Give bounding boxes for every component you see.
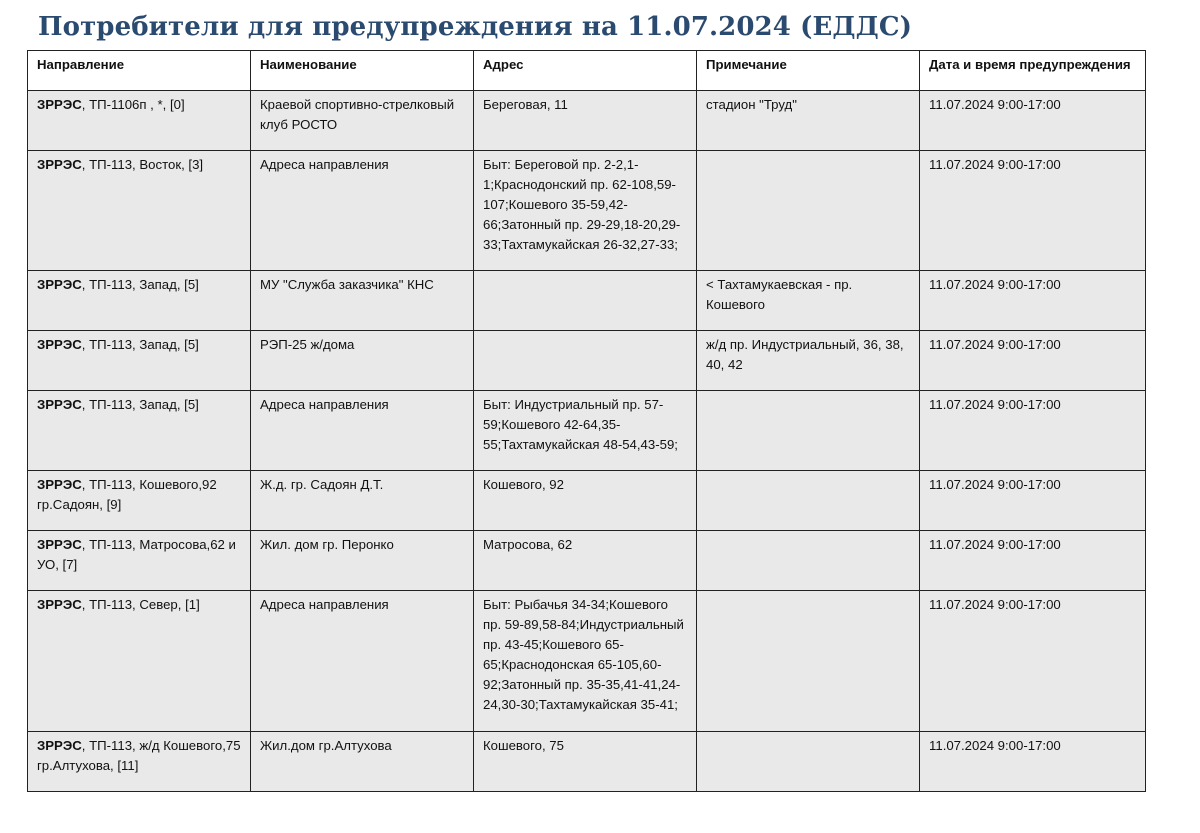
direction-text: , ТП-113, Восток, [3] bbox=[81, 157, 204, 172]
region-code: ЗРРЭС bbox=[37, 397, 82, 412]
cell-datetime: 11.07.2024 9:00-17:00 bbox=[920, 591, 1146, 732]
cell-direction bbox=[28, 591, 251, 732]
cell-datetime: 11.07.2024 9:00-17:00 bbox=[920, 391, 1146, 471]
direction-text: , ТП-113, Кошевого,92 гр.Садоян, [9] bbox=[37, 477, 217, 512]
table-row bbox=[28, 151, 1146, 271]
cell-address: Быт: Береговой пр. 2-2,1-1;Краснодонский пр. 62-108,59-107;Кошевого 35-59,42-66;Затонный пр. 29-29,18-20,29-33;Тахтамукайская 26-32,27-33; bbox=[474, 151, 697, 271]
cell-datetime: 11.07.2024 9:00-17:00 bbox=[920, 331, 1146, 391]
table-row bbox=[28, 271, 1146, 331]
cell-datetime: 11.07.2024 9:00-17:00 bbox=[920, 151, 1146, 271]
header-name: Наименование bbox=[251, 51, 474, 91]
direction-text: , ТП-113, Запад, [5] bbox=[81, 337, 199, 352]
cell-address: Кошевого, 75 bbox=[474, 732, 697, 792]
cell-direction bbox=[28, 271, 251, 331]
region-code: ЗРРЭС bbox=[37, 277, 82, 292]
page-title: Потребители для предупреждения на 11.07.2024 (ЕДДС) bbox=[38, 12, 913, 42]
cell-note: ж/д пр. Индустриальный, 36, 38, 40, 42 bbox=[697, 331, 920, 391]
table-row bbox=[28, 732, 1146, 792]
cell-datetime: 11.07.2024 9:00-17:00 bbox=[920, 732, 1146, 792]
direction-text: , ТП-1106п , *, [0] bbox=[81, 97, 185, 112]
region-code: ЗРРЭС bbox=[37, 157, 82, 172]
cell-name: Жил. дом гр. Перонко bbox=[251, 531, 474, 591]
cell-note bbox=[697, 732, 920, 792]
region-code: ЗРРЭС bbox=[37, 97, 82, 112]
cell-address bbox=[474, 271, 697, 331]
header-datetime: Дата и время предупреждения bbox=[920, 51, 1146, 91]
table-row bbox=[28, 91, 1146, 151]
cell-name: РЭП-25 ж/дома bbox=[251, 331, 474, 391]
cell-name: Краевой спортивно-стрелковый клуб РОСТО bbox=[251, 91, 474, 151]
region-code: ЗРРЭС bbox=[37, 597, 82, 612]
table-row bbox=[28, 391, 1146, 471]
direction-text: , ТП-113, ж/д Кошевого,75 гр.Алтухова, [11] bbox=[37, 738, 241, 773]
cell-note bbox=[697, 531, 920, 591]
cell-direction bbox=[28, 732, 251, 792]
cell-note: стадион "Труд" bbox=[697, 91, 920, 151]
cell-address: Быт: Индустриальный пр. 57-59;Кошевого 42-64,35-55;Тахтамукайская 48-54,43-59; bbox=[474, 391, 697, 471]
table-header bbox=[28, 51, 1146, 91]
table-body bbox=[28, 91, 1146, 792]
cell-name: МУ "Служба заказчика" КНС bbox=[251, 271, 474, 331]
cell-direction bbox=[28, 331, 251, 391]
cell-datetime: 11.07.2024 9:00-17:00 bbox=[920, 91, 1146, 151]
cell-datetime: 11.07.2024 9:00-17:00 bbox=[920, 271, 1146, 331]
direction-text: , ТП-113, Запад, [5] bbox=[81, 277, 199, 292]
header-direction: Направление bbox=[28, 51, 251, 91]
cell-name: Адреса направления bbox=[251, 151, 474, 271]
direction-text: , ТП-113, Запад, [5] bbox=[81, 397, 199, 412]
cell-note bbox=[697, 151, 920, 271]
cell-datetime: 11.07.2024 9:00-17:00 bbox=[920, 531, 1146, 591]
cell-address bbox=[474, 331, 697, 391]
header-row bbox=[28, 51, 1146, 91]
table-row bbox=[28, 591, 1146, 732]
consumers-table bbox=[27, 50, 1146, 792]
cell-address: Матросова, 62 bbox=[474, 531, 697, 591]
region-code: ЗРРЭС bbox=[37, 337, 82, 352]
region-code: ЗРРЭС bbox=[37, 738, 82, 753]
table-row bbox=[28, 471, 1146, 531]
cell-datetime: 11.07.2024 9:00-17:00 bbox=[920, 471, 1146, 531]
cell-name: Адреса направления bbox=[251, 591, 474, 732]
cell-note: < Тахтамукаевская - пр. Кошевого bbox=[697, 271, 920, 331]
cell-direction bbox=[28, 391, 251, 471]
cell-address: Береговая, 11 bbox=[474, 91, 697, 151]
region-code: ЗРРЭС bbox=[37, 477, 82, 492]
table-row bbox=[28, 331, 1146, 391]
cell-direction bbox=[28, 151, 251, 271]
cell-note bbox=[697, 391, 920, 471]
cell-name: Адреса направления bbox=[251, 391, 474, 471]
direction-text: , ТП-113, Матросова,62 и УО, [7] bbox=[37, 537, 236, 572]
cell-name: Жил.дом гр.Алтухова bbox=[251, 732, 474, 792]
header-address: Адрес bbox=[474, 51, 697, 91]
cell-address: Кошевого, 92 bbox=[474, 471, 697, 531]
table-row bbox=[28, 531, 1146, 591]
region-code: ЗРРЭС bbox=[37, 537, 82, 552]
cell-note bbox=[697, 591, 920, 732]
cell-name: Ж.д. гр. Садоян Д.Т. bbox=[251, 471, 474, 531]
cell-note bbox=[697, 471, 920, 531]
direction-text: , ТП-113, Север, [1] bbox=[81, 597, 200, 612]
header-note: Примечание bbox=[697, 51, 920, 91]
cell-direction bbox=[28, 531, 251, 591]
cell-direction bbox=[28, 91, 251, 151]
cell-direction bbox=[28, 471, 251, 531]
cell-address: Быт: Рыбачья 34-34;Кошевого пр. 59-89,58-84;Индустриальный пр. 43-45;Кошевого 65-65;Краснодонская 65-105,60-92;Затонный пр. 35-35,41-41,24-24,30-30;Тахтамукайская 35-41; bbox=[474, 591, 697, 732]
